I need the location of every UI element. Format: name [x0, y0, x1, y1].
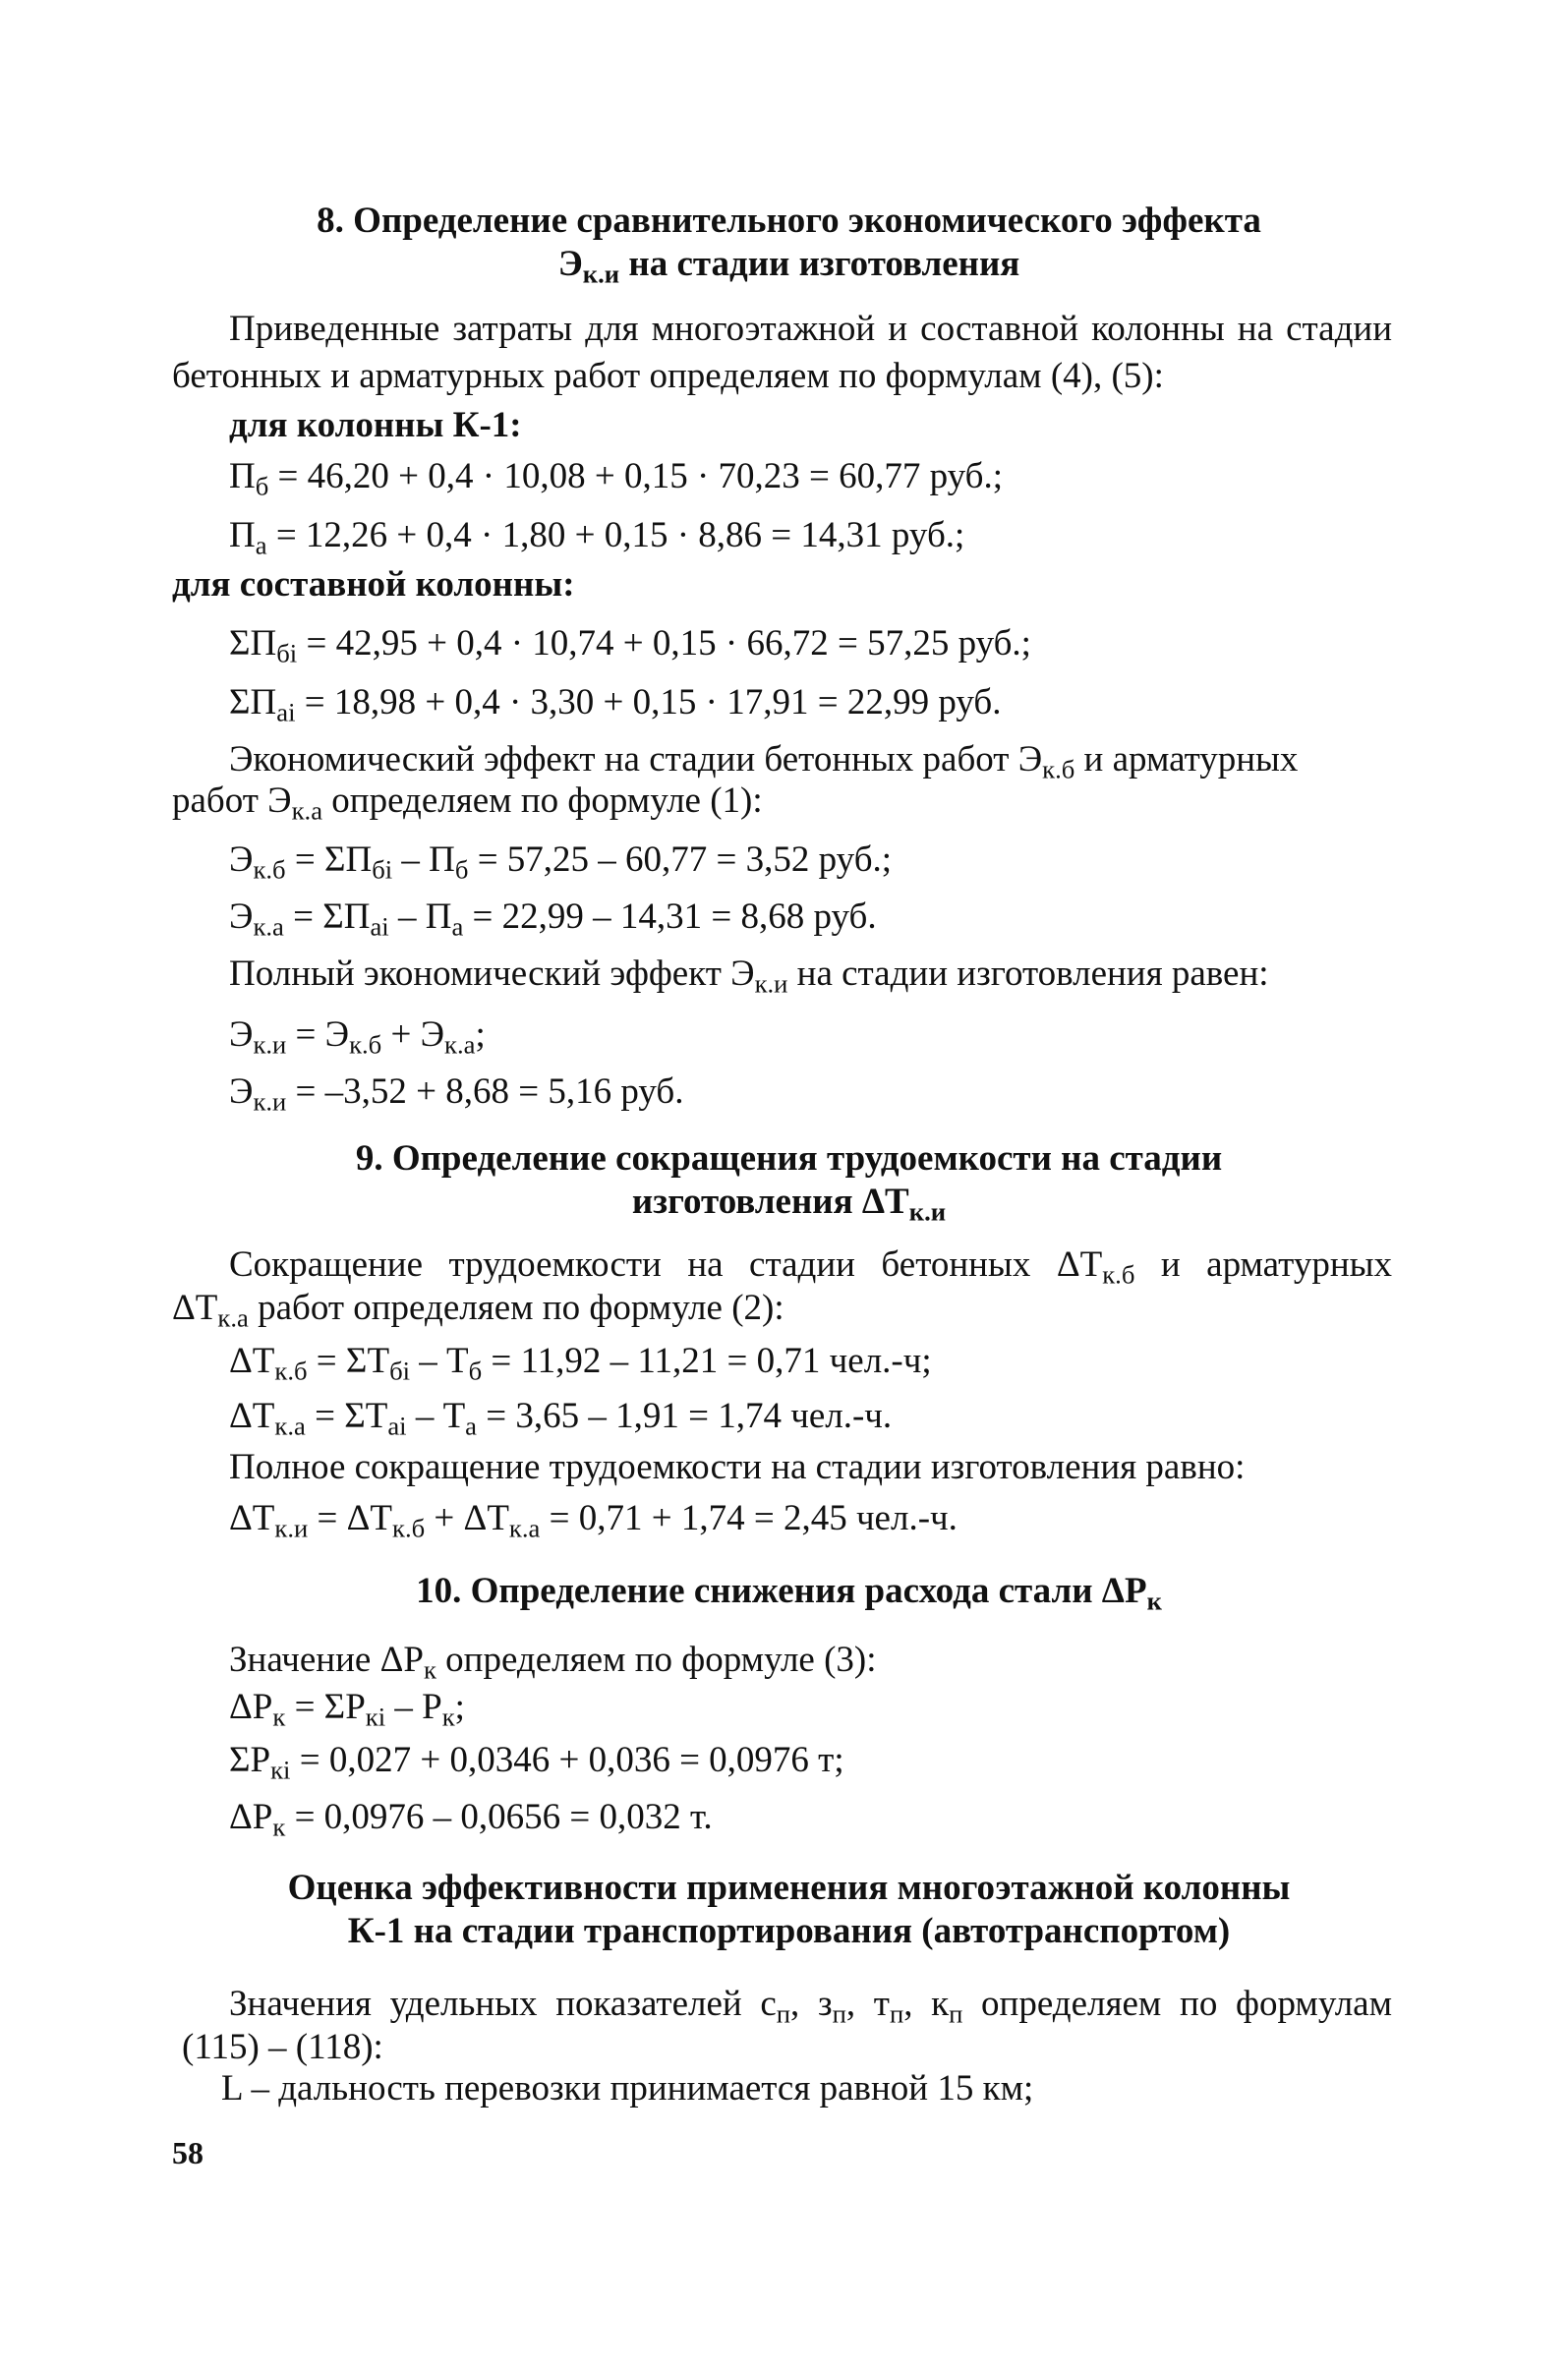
formula-tka: $\Delta Т_{к.а} = \Sigma Т_{аi} - Т_а = 3,65 - 1,91 = 1,74$ чел.-ч.	[229, 1396, 893, 1441]
section-8-intro-line2: бетонных и арматурных работ определяем по формулам (4), (5):	[172, 356, 1164, 396]
effect-line2: работ $Э_{к.а}$ определяем по формуле (1):	[172, 780, 763, 826]
formula-spk: $\Sigma Р_{кi} = 0,027 + 0,0346 + 0,036 = 0,0976$ т;	[229, 1740, 844, 1785]
section-9-title-line2: изготовления $\Delta Т_{к.и}$	[631, 1182, 947, 1227]
formula-spb: $\Sigma П_{бi} = 42,95 + 0,4 \cdot 10,74 + 0,15 \cdot 66,72 = 57,25$ руб.;	[229, 623, 1031, 668]
formula-ekb: $Э_{к.б} = \Sigma П_{бi} - П_б = 57,25 - 60,77 = 3,52$ руб.;	[229, 839, 893, 885]
formula-tkb: $\Delta Т_{к.б} = \Sigma Т_{бi} - Т_б = 11,92 - 11,21 = 0,71$ чел.-ч;	[229, 1341, 932, 1386]
formula-tki: $\Delta Т_{к.и} = \Delta Т_{к.б} + \Delta Т_{к.а} = 0,71 + 1,74 = 2,45$ чел.-ч.	[229, 1498, 958, 1543]
formula-pb: $П_б = 46,20 + 0,4 \cdot 10,08 + 0,15 \cdot 70,23 = 60,77$ руб.;	[229, 456, 1004, 501]
section-8-title-line1: 8. Определение сравнительного экономического эффекта	[317, 201, 1261, 241]
formula-pa: $П_а = 12,26 + 0,4 \cdot 1,80 + 0,15 \cdot 8,86 = 14,31$ руб.;	[229, 515, 965, 560]
section-9-title-line1: 9. Определение сокращения трудоемкости на стадии	[355, 1138, 1223, 1179]
section-eval-line3: L – дальность перевозки принимается равной 15 км;	[221, 2068, 1034, 2109]
section-9-line2: $\Delta Т_{к.а}$ работ определяем по формуле (2):	[172, 1288, 784, 1333]
formula-spa: $\Sigma П_{аi} = 18,98 + 0,4 \cdot 3,30 + 0,15 \cdot 17,91 = 22,99$ руб.	[229, 682, 1002, 727]
section-10-heading	[157, 1570, 1421, 1616]
section-9-line1: Сокращение трудоемкости на стадии бетонных $\Delta Т_{к.б}$ и арматурных	[229, 1244, 1392, 1290]
section-eval-title-line1: Оценка эффективности применения многоэтажной колонны	[287, 1868, 1291, 1908]
formula-eki-2: $Э_{к.и} = -3,52 + 8,68 = 5,16$ руб.	[229, 1071, 684, 1117]
formula-pk: $\Delta Р_к = \Sigma Р_{кi} - Р_к$;	[229, 1687, 465, 1732]
section-9-full-text: Полное сокращение трудоемкости на стадии изготовления равно:	[229, 1447, 1246, 1487]
composite-label: для составной колонны:	[172, 564, 575, 605]
section-eval-line1: Значения удельных показателей $с_п$, $з_п$, $т_п$, $к_п$ определяем по формулам	[229, 1984, 1392, 2029]
section-10-line1: Значение $\Delta Р_к$ определяем по формуле (3):	[229, 1640, 877, 1685]
effect-line1: Экономический эффект на стадии бетонных работ $Э_{к.б}$ и арматурных	[229, 739, 1299, 784]
section-eval-line2: (115) – (118):	[182, 2027, 383, 2067]
section-8-title-line2: $Э_{к.и}$ на стадии изготовления	[557, 244, 1020, 289]
formula-eki-1: $Э_{к.и} = Э_{к.б} + Э_{к.а}$;	[229, 1014, 486, 1060]
full-effect-line: Полный экономический эффект $Э_{к.и}$ на стадии изготовления равен:	[229, 953, 1269, 999]
formula-dpk: $\Delta Р_к = 0,0976 - 0,0656 = 0,032$ т.	[229, 1797, 713, 1842]
k1-label: для колонны К-1:	[229, 405, 522, 445]
section-10-title: 10. Определение снижения расхода стали $\Delta Р_к$	[416, 1571, 1162, 1616]
section-eval-title-line2: К-1 на стадии транспортирования (автотранспортом)	[347, 1911, 1231, 1951]
page-number: 58	[172, 2135, 203, 2170]
section-8-intro-line1: Приведенные затраты для многоэтажной и составной колонны на стадии	[229, 309, 1392, 349]
section-eval-heading	[157, 1867, 1421, 1953]
formula-eka: $Э_{к.а} = \Sigma П_{аi} - П_а = 22,99 - 14,31 = 8,68$ руб.	[229, 896, 877, 942]
section-9-heading	[157, 1137, 1421, 1227]
section-8-heading	[157, 200, 1421, 289]
